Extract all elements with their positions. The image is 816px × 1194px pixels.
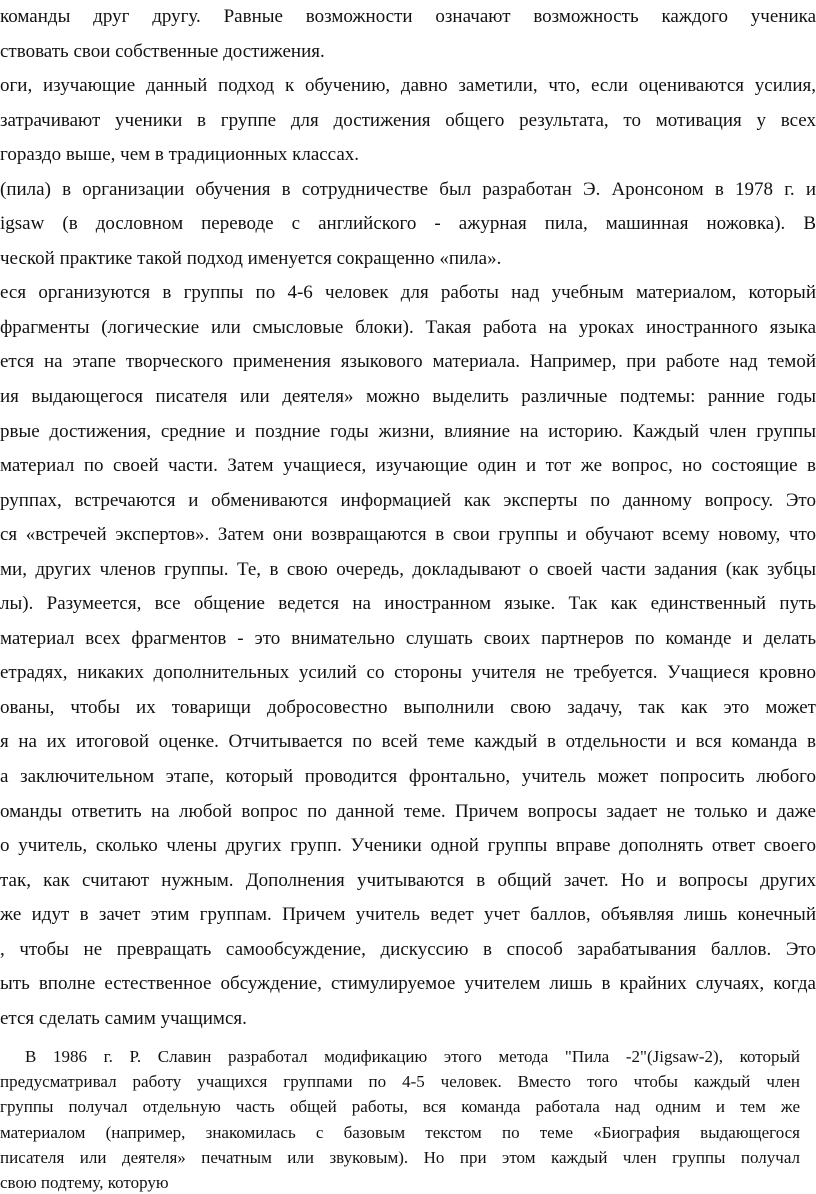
- text-line: еся организуются в группы по 4-6 человек для работы над учебным материалом, который: [0, 282, 816, 304]
- text-line: писателя или деятеля» печатным или звуковым). Но при этом каждый член группы получал: [0, 1147, 800, 1167]
- text-line: о учитель, сколько члены других групп. Ученики одной группы вправе дополнять ответ своего: [0, 835, 816, 857]
- text-line: ся «встречей экспертов». Затем они возвращаются в свои группы и обучают всему новому, что: [0, 524, 816, 546]
- text-line: ыть вполне естественное обсуждение, стимулируемое учителем лишь в крайних случаях, когда: [0, 973, 816, 995]
- text-line: свою подтему, которую: [0, 1172, 169, 1192]
- text-line: ческой практике такой подход именуется сокращенно «пила».: [0, 247, 502, 269]
- text-line: лы). Разумеется, все общение ведется на иностранном языке. Так как единственный путь: [0, 593, 816, 615]
- text-line: ется сделать самим учащимся.: [0, 1007, 247, 1029]
- text-line: команды друг другу. Равные возможности означают возможность каждого ученика: [0, 6, 816, 27]
- text-line: етрадях, никаких дополнительных усилий со стороны учителя не требуется. Учащиеся кровно: [0, 662, 816, 684]
- text-line: же идут в зачет этим группам. Причем учитель ведет учет баллов, объявляя лишь конечный: [0, 904, 816, 926]
- text-line: так, как считают нужным. Дополнения учитываются в общий зачет. Но и вопросы других: [0, 869, 816, 891]
- text-line: затрачивают ученики в группе для достижения общего результата, то мотивация у всех: [0, 109, 816, 131]
- text-line: , чтобы не превращать самообсуждение, дискуссию в способ зарабатывания баллов. Это: [0, 938, 816, 960]
- text-line: материал всех фрагментов - это внимательно слушать своих партнеров по команде и делать: [0, 627, 816, 649]
- text-line: материал по своей части. Затем учащиеся, изучающие один и тот же вопрос, но состоящие в: [0, 455, 816, 477]
- text-line: ми, других членов группы. Те, в свою очередь, докладывают о своей части задания (как зубцы: [0, 558, 816, 580]
- text-line: оманды ответить на любой вопрос по данной теме. Причем вопросы задает не только и даже: [0, 800, 816, 822]
- text-line: а заключительном этапе, который проводится фронтально, учитель может попросить любого: [0, 766, 816, 788]
- text-line: (пила) в организации обучения в сотрудничестве был разработан Э. Аронсоном в 1978 г. и: [0, 178, 816, 200]
- text-line: оги, изучающие данный подход к обучению, давно заметили, что, если оцениваются усилия,: [0, 75, 816, 97]
- text-line: В 1986 г. Р. Славин разработал модификацию этого метода "Пила -2"(Jigsaw-2), который: [25, 1047, 800, 1066]
- final-paragraph: [0, 1044, 800, 1194]
- text-line: ованы, чтобы их товарищи добросовестно выполнили свою задачу, так как это может: [0, 696, 816, 718]
- text-line: гораздо выше, чем в традиционных классах.: [0, 144, 360, 166]
- text-line: группы получал отдельную часть общей работы, вся команда работала над одним и тем же: [0, 1097, 800, 1117]
- text-line: рвые достижения, средние и поздние годы жизни, влияние на историю. Каждый член группы: [0, 420, 816, 442]
- text-line: ия выдающегося писателя или деятеля» можно выделить различные подтемы: ранние годы: [0, 386, 816, 408]
- text-line: материалом (например, знакомилась с базовым текстом по теме «Биография выдающегося: [0, 1122, 800, 1142]
- text-line: руппах, встречаются и обмениваются информацией как эксперты по данному вопросу. Это: [0, 489, 816, 511]
- text-line: фрагменты (логические или смысловые блоки). Такая работа на уроках иностранного языка: [0, 316, 816, 338]
- text-line: я на их итоговой оценке. Отчитывается по всей теме каждый в отдельности и вся команда в: [0, 731, 816, 753]
- text-line: предусматривал работу учащихся группами по 4-5 человек. Вместо того чтобы каждый член: [0, 1072, 800, 1092]
- text-line: ется на этапе творческого применения языкового материала. Например, при работе над темой: [0, 351, 816, 373]
- text-line: igsaw (в дословном переводе с английского - ажурная пила, машинная ножовка). В: [0, 213, 816, 235]
- text-line: ствовать свои собственные достижения.: [0, 40, 325, 62]
